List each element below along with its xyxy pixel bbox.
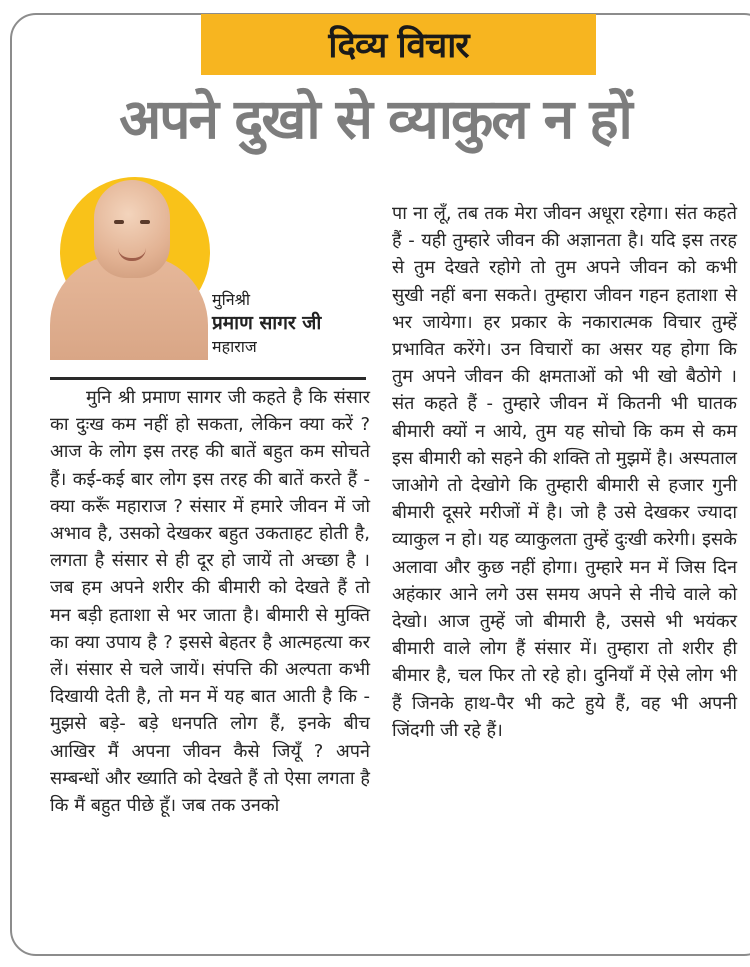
photo-face: [94, 180, 170, 278]
photo-smile: [118, 248, 146, 261]
article-column-left: [50, 384, 370, 819]
author-suffix: महाराज: [212, 337, 257, 356]
article-text-left: मुनि श्री प्रमाण सागर जी कहते है कि संसार का दुःख कम नहीं हो सकता, लेकिन क्या करें ? आज के लोग इस तरह की बातें बहुत कम सोचते हैं। कई-कई बार लोग इस तरह की बातें करते हैं - क्या करूँ महाराज ? संसार में हमारे जीवन में जो अभाव है, उसको देखकर बहुत उकताहट होती है, लगता है संसार से ही दूर हो जायें तो अच्छा है । जब हम अपने शरीर की बीमारी को देखते हैं तो मन बड़ी हताशा से भर जाता है। बीमारी से मुक्ति का क्या उपाय है ? इससे बेहतर है आत्महत्या कर लें। संसार से चले जायें। संपत्ति की अल्पता कभी दिखायी देती है, तो मन में यह बात आती है कि - मुझसे बड़े- बड़े धनपति लोग हैं, इनके बीच आखिर मैं अपना जीवन कैसे जियूँ ? अपने सम्बन्धों और ख्याति को देखते हैं तो ऐसा लगता है कि मैं बहुत पीछे हूँ। जब तक उनको: [50, 387, 370, 817]
author-name: प्रमाण सागर जी: [212, 312, 322, 334]
section-title: दिव्य विचार: [328, 26, 469, 66]
author-title: मुनिश्री: [212, 290, 251, 309]
photo-eye-right: [140, 220, 150, 224]
article-column-right: [392, 200, 737, 744]
article-text-right: पा ना लूँ, तब तक मेरा जीवन अधूरा रहेगा। संत कहते हैं - यही तुम्हारे जीवन की अज्ञानता है। यदि इस तरह से तुम देखते रहोगे तो तुम अपने जीवन को कभी सुखी नहीं बना सकते। तुम्हारा जीवन गहन हताशा से भर जायेगा। हर प्रकार के नकारात्मक विचार तुम्हें प्रभावित करेंगे। उन विचारों का असर यह होगा कि तुम अपने जीवन की क्षमताओं को भी खो बैठोगे । संत कहते हैं - तुम्हारे जीवन में कितनी भी घातक बीमारी क्यों न आये, तुम यह सोचो कि कम से कम इस बीमारी को सहने की शक्ति तो मुझमें है। अस्पताल जाओगे तो देखोगे कि तुम्हारी बीमारी से हजार गुनी बीमारी दूसरे मरीजों में है। जो है उसे देखकर ज्यादा व्याकुल न हो। यह व्याकुलता तुम्हें दुःखी करेगी। इसके अलावा और कुछ नहीं होगा। तुम्हारे मन में जिस दिन अहंकार आने लगे उस समय अपने से नीचे वाले को देखो। आज तुम्हें जो बीमारी है, उससे भी भयंकर बीमारी वाले लोग हैं संसार में। तुम्हारा तो शरीर ही बीमार है, चल फिर तो रहे हो। दुनियाँ में ऐसे लोग भी हैं जिनके हाथ-पैर भी कटे हुये हैं, वह भी अपनी जिंदगी जी रहे हैं।: [392, 203, 737, 741]
author-photo: [50, 175, 215, 360]
photo-eye-left: [114, 220, 124, 224]
article-headline: अपने दुखो से व्याकुल न हों: [119, 87, 631, 151]
caption-divider: [50, 377, 366, 380]
section-banner: [201, 14, 596, 75]
author-caption: [212, 290, 321, 358]
